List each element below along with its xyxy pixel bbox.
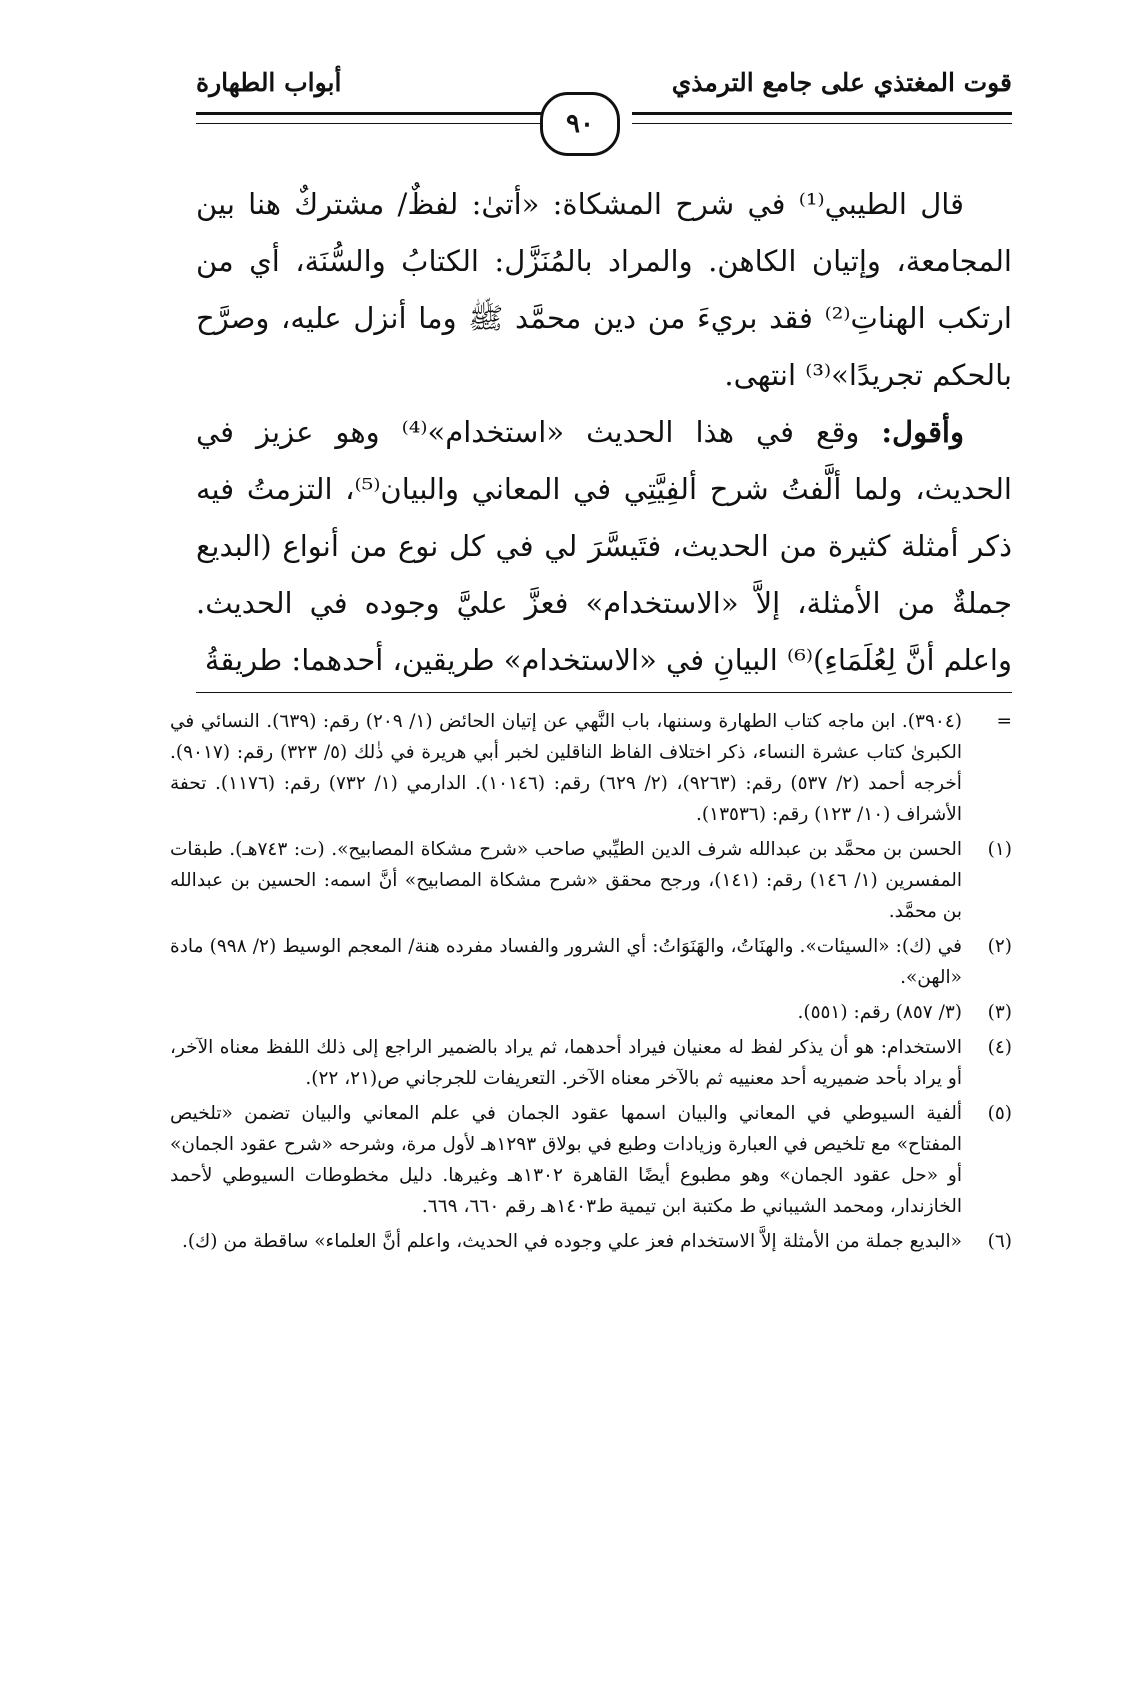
header-rule-left: [196, 112, 544, 124]
footnote-text: الاستخدام: هو أن يذكر لفظ له معنيان فيراد أحدهما، ثم يراد بالضمير الراجع إلى ذلك اللفظ معناه الآخر، أو يراد بأحد ضميريه أحد معنييه ثم بالآخر معناه الآخر. التعريفات للجرجاني ص(٢١، ٢٢).: [170, 1037, 962, 1089]
header-rule-right: [632, 112, 1012, 124]
footnote: [170, 931, 1012, 993]
footnote-text: ألفية السيوطي في المعاني والبيان اسمها عقود الجمان في علم المعاني والبيان تضمن «تلخيص المفتاح» مع تلخيص في العبارة وزيادات وطبع في بولاق ١٢٩٣هـ لأول مرة، وشرحه «شرح عقود الجمان» أو «حل عقود الجمان» وهو مطبوع أيضًا القاهرة ١٣٠٢هـ وغيرها. دليل مخطوطات السيوطي لأحمد الخازندار، ومحمد الشيباني ط مكتبة ابن تيمية ط١٤٠٣هـ رقم ٦٦٠، ٦٦٩.: [170, 1103, 963, 1217]
footnote-text: (٣٩٠٤). ابن ماجه كتاب الطهارة وسننها، باب النَّهي عن إتيان الحائض (١/ ٢٠٩) رقم: (٦٣٩). النسائي في الكبرىٰ كتاب عشرة النساء، ذكر اختلاف الفاظ الناقلين لخبر أبي هريرة في ذٰلك (٥/ ٣٢٣) رقم: (٩٠١٧). أخرجه أحمد (٢/ ٥٣٧) رقم: (٩٢٦٣)، (٢/ ٦٢٩) رقم: (١٠١٤٦). الدارمي (١/ ٧٣٢) رقم: (١١٧٦). تحفة الأشراف (١٠/ ١٢٣) رقم: (١٣٥٣٦).: [170, 711, 962, 825]
footnote-text: الحسن بن محمَّد بن عبدالله شرف الدين الطيِّبي صاحب «شرح مشكاة المصابيح». (ت: ٧٤٣هـ). طبقات المفسرين (١/ ١٤٦) رقم: (١٤١)، ورجح محقق «شرح مشكاة المصابيح» أنَّ اسمه: الحسين بن عبدالله بن محمَّد.: [170, 839, 962, 922]
paragraph-1: قال الطيبي⁽¹⁾ في شرح المشكاة: «أتىٰ: لفظٌ/ مشتركٌ هنا بين المجامعة، وإتيان الكاهن. والمراد بالمُنَزَّل: الكتابُ والسُّنَة، أي من ارتكب الهناتِ⁽²⁾ فقد بريءَ من دين محمَّد ﷺ وما أنزل عليه، وصرَّح بالحكم تجريدًا»⁽³⁾ انتهى.: [196, 187, 1012, 392]
paragraph-2-body: وقع في هذا الحديث «استخدام»⁽⁴⁾ وهو عزيز في الحديث، ولما ألَّفتُ شرح ألفِيَّتِي في المعاني والبيان⁽⁵⁾، التزمتُ فيه ذكر أمثلة كثيرة من الحديث، فتَيسَّرَ لي في كل نوع من أنواع (البديع جملةٌ من الأمثلة، إلاَّ «الاستخدام» فعزَّ عليَّ وجوده في الحديث. واعلم أنَّ لِعُلَمَاءِ)⁽⁶⁾ البيانِ في «الاستخدام» طريقين، أحدهما: طريقةُ: [196, 415, 1012, 677]
footnote: [170, 1032, 1012, 1094]
footnote-separator: [196, 692, 1012, 693]
page-number-text: ٩٠: [566, 109, 594, 139]
section-title: أبواب الطهارة: [196, 68, 342, 97]
footnote-number: (٥): [987, 1103, 1012, 1124]
page-header: [196, 60, 1012, 140]
footnote-number: (٤): [987, 1037, 1012, 1058]
footnotes: [170, 706, 1012, 1261]
footnote: [170, 706, 1012, 830]
paragraph-2: [196, 404, 1012, 689]
footnote: [170, 1098, 1012, 1222]
footnote-text: «البديع جملة من الأمثلة إلاَّ الاستخدام فعز علي وجوده في الحديث، واعلم أنَّ العلماء» ساقطة من (ك).: [181, 1231, 962, 1252]
book-title: قوت المغتذي على جامع الترمذي: [671, 68, 1012, 97]
footnote-number: =: [996, 711, 1012, 732]
footnote-text: في (ك): «السيئات». والهنَاتُ، والهَنَوَاتُ: أي الشرور والفساد مفرده هنة/ المعجم الوسيط (٢/ ٩٩٨) مادة «الهن».: [170, 936, 962, 988]
footnote-text: (٣/ ٨٥٧) رقم: (٥٥١).: [797, 1002, 962, 1023]
footnote-number: (٦): [987, 1231, 1012, 1252]
footnote: [170, 834, 1012, 927]
footnote: [170, 1226, 1012, 1257]
footnote: [170, 997, 1012, 1028]
paragraph-2-lead: وأقول:: [881, 415, 964, 449]
footnote-number: (٣): [987, 1002, 1012, 1023]
page-number: [540, 92, 620, 156]
main-text: [196, 176, 1012, 689]
footnote-number: (٢): [987, 936, 1012, 957]
footnote-number: (١): [987, 839, 1012, 860]
